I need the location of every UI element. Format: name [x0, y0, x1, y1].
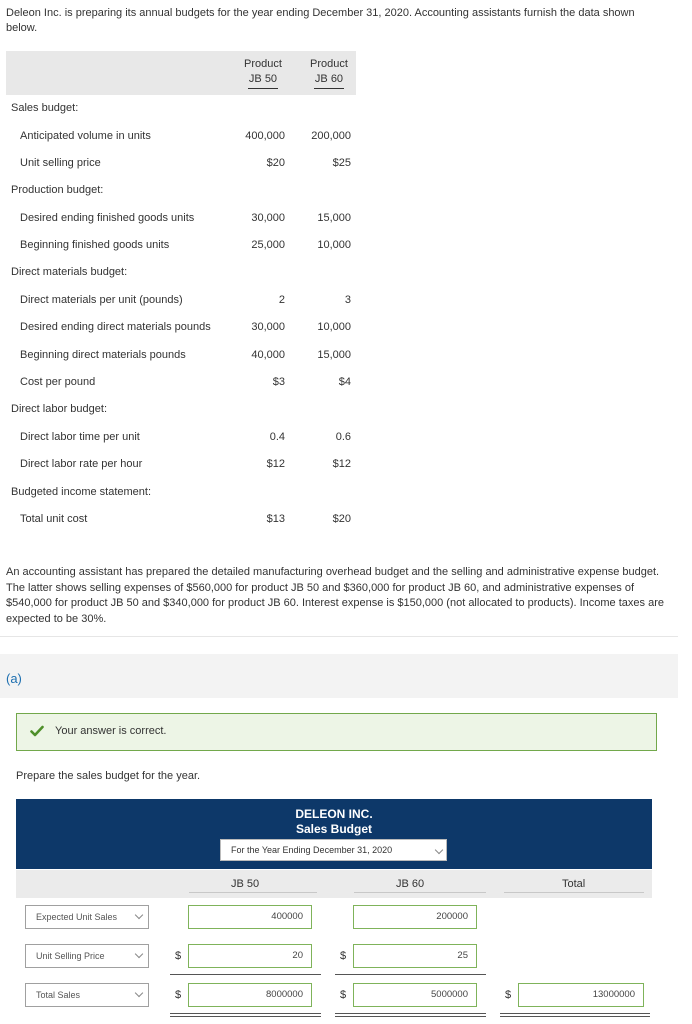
column-header-jb60: Product JB 60	[304, 57, 354, 89]
currency-symbol: $	[340, 989, 347, 1001]
table-row: Desired ending direct materials pounds 30,000 10,000	[20, 321, 351, 333]
subtotal-rule	[335, 974, 486, 975]
header-underline	[354, 892, 486, 893]
double-rule	[170, 1016, 321, 1017]
table-row: Sales budget:	[11, 102, 79, 114]
double-rule	[335, 1013, 486, 1014]
column-header-total: Total	[562, 878, 586, 890]
table-row: Beginning direct materials pounds 40,000 15,000	[20, 349, 351, 361]
jb60-total-sales-input[interactable]: 5000000	[353, 983, 477, 1007]
part-label: (a)	[6, 671, 22, 686]
table-row: Direct materials per unit (pounds) 2 3	[20, 294, 351, 306]
budget-header	[16, 799, 652, 869]
table-row: Cost per pound $3 $4	[20, 376, 351, 388]
double-rule	[500, 1013, 650, 1014]
header-underline	[189, 892, 317, 893]
jb50-total-sales-input[interactable]: 8000000	[188, 983, 312, 1007]
budget-column-header-band	[16, 870, 652, 898]
jb60-unit-sales-input[interactable]: 200000	[353, 905, 477, 929]
chevron-down-icon	[435, 846, 443, 854]
table-row: Anticipated volume in units 400,000 200,000	[20, 130, 351, 142]
table-row: Unit selling price $20 $25	[20, 157, 351, 169]
jb50-unit-sales-input[interactable]: 400000	[188, 905, 312, 929]
table-row: Budgeted income statement:	[11, 486, 152, 498]
feedback-text: Your answer is correct.	[55, 725, 167, 737]
double-rule	[170, 1013, 321, 1014]
total-sales-input[interactable]: 13000000	[518, 983, 644, 1007]
line-label-dropdown[interactable]: Unit Selling Price	[25, 944, 149, 968]
table-row: Direct labor rate per hour $12 $12	[20, 458, 351, 470]
chevron-down-icon	[135, 950, 143, 958]
table-row: Desired ending finished goods units 30,000 15,000	[20, 212, 351, 224]
budget-title: Sales Budget	[295, 822, 373, 836]
column-header-jb60: JB 60	[396, 878, 425, 890]
instruction-text: Prepare the sales budget for the year.	[16, 770, 201, 782]
currency-symbol: $	[505, 989, 512, 1001]
header-underline	[504, 892, 644, 893]
table-row: Production budget:	[11, 184, 104, 196]
jb60-unit-price-input[interactable]: 25	[353, 944, 477, 968]
line-label-dropdown[interactable]: Expected Unit Sales	[25, 905, 149, 929]
part-band	[0, 654, 678, 698]
problem-intro: Deleon Inc. is preparing its annual budgets for the year ending December 31, 2020. Accounting assistants furnish the data shown below.	[6, 7, 635, 34]
chevron-down-icon	[135, 989, 143, 997]
table-row: Beginning finished goods units 25,000 10,000	[20, 239, 351, 251]
period-dropdown[interactable]: For the Year Ending December 31, 2020	[220, 839, 447, 861]
table-row: Total unit cost $13 $20	[20, 513, 351, 525]
table-row: Direct labor time per unit 0.4 0.6	[20, 431, 351, 443]
table-row: Direct materials budget:	[11, 266, 128, 278]
column-header-jb50: Product JB 50	[238, 57, 288, 89]
assistant-paragraph: An accounting assistant has prepared the detailed manufacturing overhead budget and the selling and administrative expense budget. The latter shows selling expenses of $560,000 for product JB 50 and $360,000 for product JB 60, and administrative expenses of $540,000 for product JB 50 and $340,000 for product JB 60. Interest expense is $150,000 (not allocated to products). Income taxes are expected to be 30%.	[6, 566, 664, 625]
double-rule	[500, 1016, 650, 1017]
table-row: Direct labor budget:	[11, 403, 107, 415]
jb50-unit-price-input[interactable]: 20	[188, 944, 312, 968]
double-rule	[335, 1016, 486, 1017]
company-name: DELEON INC.	[295, 807, 373, 821]
chevron-down-icon	[135, 911, 143, 919]
currency-symbol: $	[340, 950, 347, 962]
subtotal-rule	[170, 974, 321, 975]
divider	[0, 636, 678, 637]
feedback-box	[16, 713, 657, 751]
column-header-jb50: JB 50	[231, 878, 260, 890]
currency-symbol: $	[175, 950, 182, 962]
currency-symbol: $	[175, 989, 182, 1001]
check-icon	[30, 724, 44, 738]
line-label-dropdown[interactable]: Total Sales	[25, 983, 149, 1007]
